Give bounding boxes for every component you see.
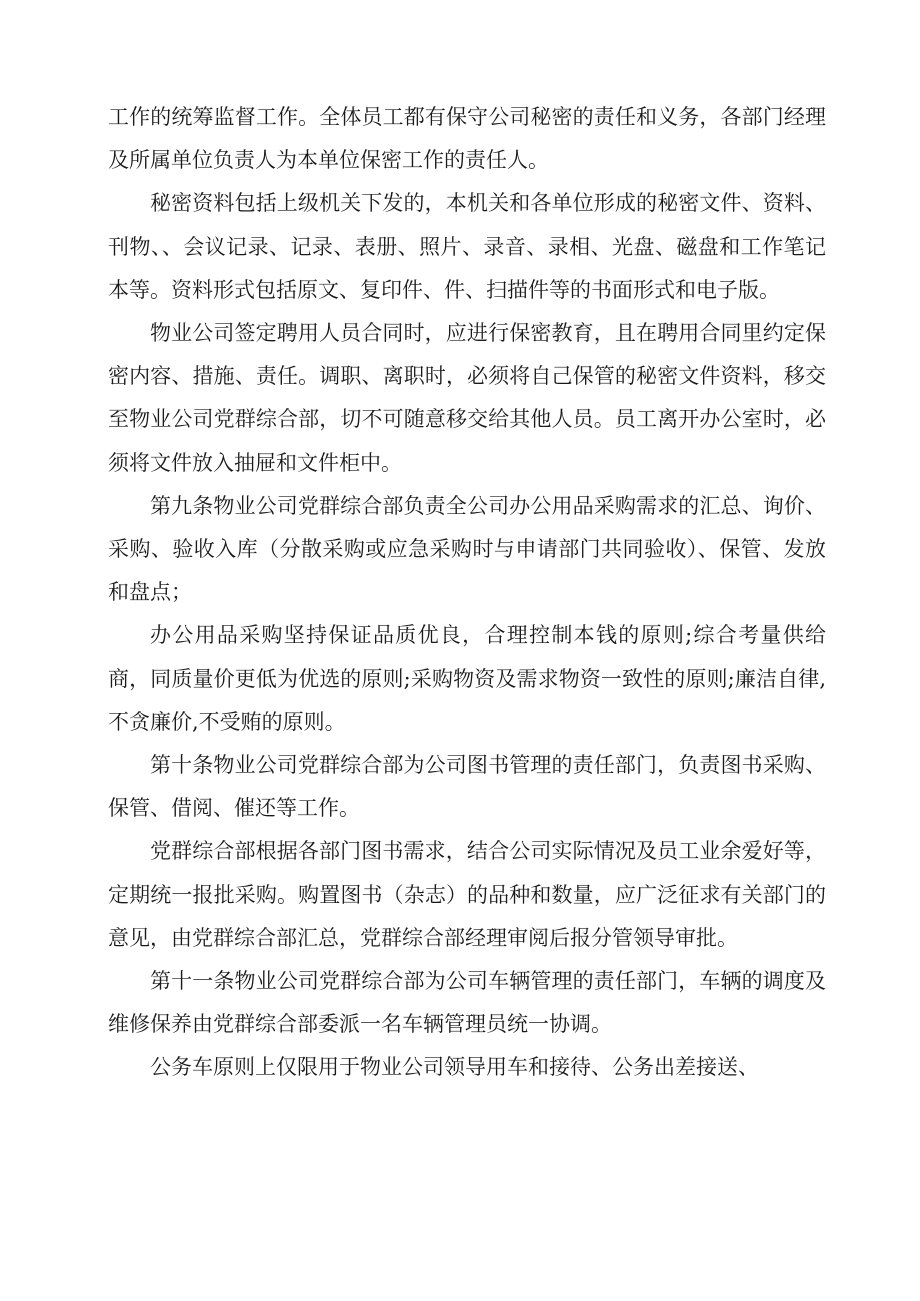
paragraph-article-11: 第十一条物业公司党群综合部为公司车辆管理的责任部门，车辆的调度及维修保养由党群综合部委派一名车辆管理员统一协调。 <box>108 969 826 1037</box>
paragraph-article-9: 第九条物业公司党群综合部负责全公司办公用品采购需求的汇总、询价、采购、验收入库（分散采购或应急采购时与申请部门共同验收）、保管、发放和盘点； <box>108 493 826 605</box>
paragraph-official-vehicles: 公务车原则上仅限用于物业公司领导用车和接待、公务出差接送、 <box>150 1055 759 1080</box>
paragraph-article-10: 第十条物业公司党群综合部为公司图书管理的责任部门，负责图书采购、保管、借阅、催还等工作。 <box>108 753 826 821</box>
paragraph-continuation: 工作的统筹监督工作。全体员工都有保守公司秘密的责任和义务，各部门经理及所属单位负责人为本单位保密工作的责任人。 <box>108 105 826 173</box>
paragraph-secret-materials: 秘密资料包括上级机关下发的，本机关和各单位形成的秘密文件、资料、刊物、、会议记录、记录、表册、照片、录音、录相、光盘、磁盘和工作笔记本等。资料形式包括原文、复印件、件、扫描件等的书面形式和电子版。 <box>108 191 826 302</box>
paragraph-hiring-confidentiality: 物业公司签定聘用人员合同时，应进行保密教育，且在聘用合同里约定保密内容、措施、责任。调职、离职时，必须将自己保管的秘密文件资料，移交至物业公司党群综合部，切不可随意移交给其他人员。员工离开办公室时，必须将文件放入抽屉和文件柜中。 <box>108 321 826 475</box>
document-body <box>108 96 826 1090</box>
paragraph-book-purchasing: 党群综合部根据各部门图书需求，结合公司实际情况及员工业余爱好等，定期统一报批采购。购置图书（杂志）的品种和数量，应广泛征求有关部门的意见，由党群综合部汇总，党群综合部经理审阅后报分管领导审批。 <box>108 839 826 950</box>
paragraph-procurement-principles: 办公用品采购坚持保证品质优良，合理控制本钱的原则;综合考量供给商，同质量价更低为优选的原则;采购物资及需求物资一致性的原则;廉洁自律,不贪廉价,不受贿的原则。 <box>108 623 826 734</box>
